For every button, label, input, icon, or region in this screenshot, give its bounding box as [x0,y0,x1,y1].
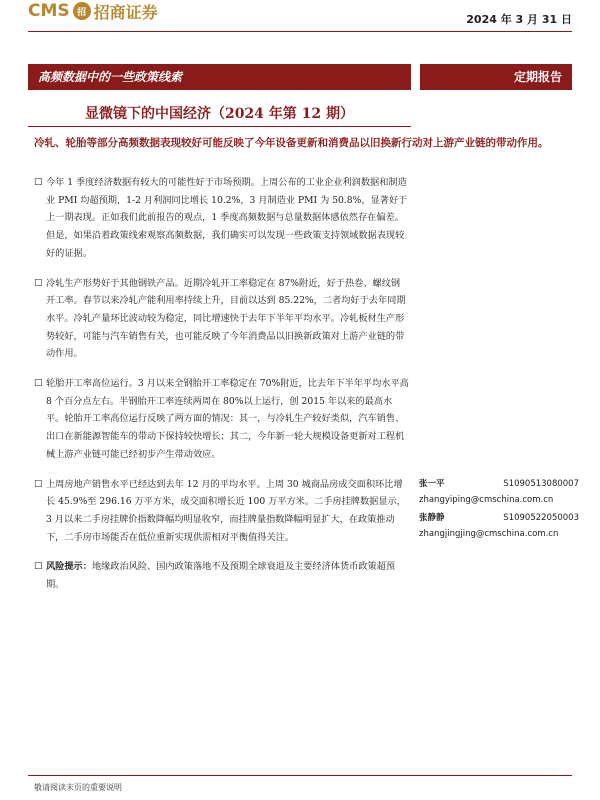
bullet-item [34,375,409,464]
company-logo [28,0,158,22]
analyst-row [419,476,579,492]
bullet-text: 冷轧生产形势好于其他钢铁产品。近期冷轧开工率稳定在 87%附近，好于热卷、螺纹钢开工率。春节以来冷轧产能利用率持续上升，目前以达到 85.22%，二者均好于去年同期水平。冷轧产量环比波动较为稳定，同比增速快于去年下半年平均水平。冷轧板材生产形势较好，可能与汽车销售有关，也可能反映了今年消费品以旧换新政策对上游产业链的带动作用。 [46,277,406,360]
title-divider [28,126,411,127]
footer-note: 敬请阅读末页的重要说明 [34,783,122,792]
summary-text: 冷轧、轮胎等部分高频数据表现较好可能反映了今年设备更新和消费品以旧换新行动对上游产业链的带动作用。 [34,137,549,149]
risk-warning [34,558,409,593]
bullet-square-icon: □ [34,561,43,572]
risk-text: 地缘政治风险、国内政策落地不及预期全球衰退及主要经济体货币政策超预期。 [46,561,396,591]
topic-bar: 高频数据中的一些政策线索 [28,64,411,90]
logo-cn-text: 招商证券 [93,2,158,22]
report-type-badge: 定期报告 [420,64,572,90]
bullet-list [34,174,409,606]
report-date: 2024 年 3 月 31 日 [466,13,572,26]
logo-seal-icon: 招 [73,2,91,20]
analyst-contacts [419,476,579,544]
analyst-name: 张静静 [419,513,445,523]
analyst-name: 张一平 [419,479,445,489]
bullet-text: 轮胎开工率高位运行。3 月以来全钢胎开工率稳定在 70%附近，比去年下半年平均水平高 8 个百分点左右。半钢胎开工率连续两周在 80%以上运行，创 2015 年以来的最高水平。轮胎开工率高位运行反映了两方面的情况：其一，与冷轧生产较好类似，汽车销售、出口在新能源智能车的带动下保持较快增长；其二，今年新一轮大规模设备更新对工程机械上游产业链可能已经初步产生带动效应。 [46,378,409,460]
bullet-item [34,174,409,263]
analyst-email[interactable]: zhangjingjing@cmschina.com.cn [419,529,559,539]
analyst-license: S1090513080007 [503,479,579,489]
bullet-text: 上周房地产销售水平已经达到去年 12 月的平均水平。上周 30 城商品房成交面积环比增长 45.9%至 296.16 万平方米，成交面积增长近 100 万平方米。二手房挂牌数据显示，3 月以来二手房挂牌价指数降幅均明显收窄，而挂牌量指数降幅明显扩大，在政策推动下，二手房市场能否在低位重新实现供需相对平衡值得关注。 [46,478,406,543]
analyst-license: S1090522050003 [503,513,579,523]
bullet-square-icon: □ [34,277,43,288]
logo-text: CMS [28,1,70,21]
bullet-square-icon: □ [34,177,43,187]
bullet-item [34,476,409,547]
page-title: 显微镜下的中国经济（2024 年第 12 期） [84,106,355,122]
header-divider [28,31,572,32]
bullet-square-icon: □ [34,378,43,389]
analyst-row [419,510,579,526]
bullet-item [34,275,409,364]
risk-label: 风险提示： [46,561,92,573]
bullet-square-icon: □ [34,478,43,489]
bullet-text: 今年 1 季度经济数据有较大的可能性好于市场预期。上周公布的工业企业利润数据和制造业 PMI 均超预期，1-2 月利润同比增长 10.2%，3 月制造业 PMI 为 50.8%，显著好于上一期表现。正如我们此前报告的观点，1 季度高频数据与总量数据体感依然存在偏差。但是，如果沿着政策线索观察高频数据，我们确实可以发现一些政策支持领域数据表现较好的证据。 [46,177,408,259]
analyst-email[interactable]: zhangyiping@cmschina.com.cn [419,495,554,505]
footer-divider [28,775,572,776]
